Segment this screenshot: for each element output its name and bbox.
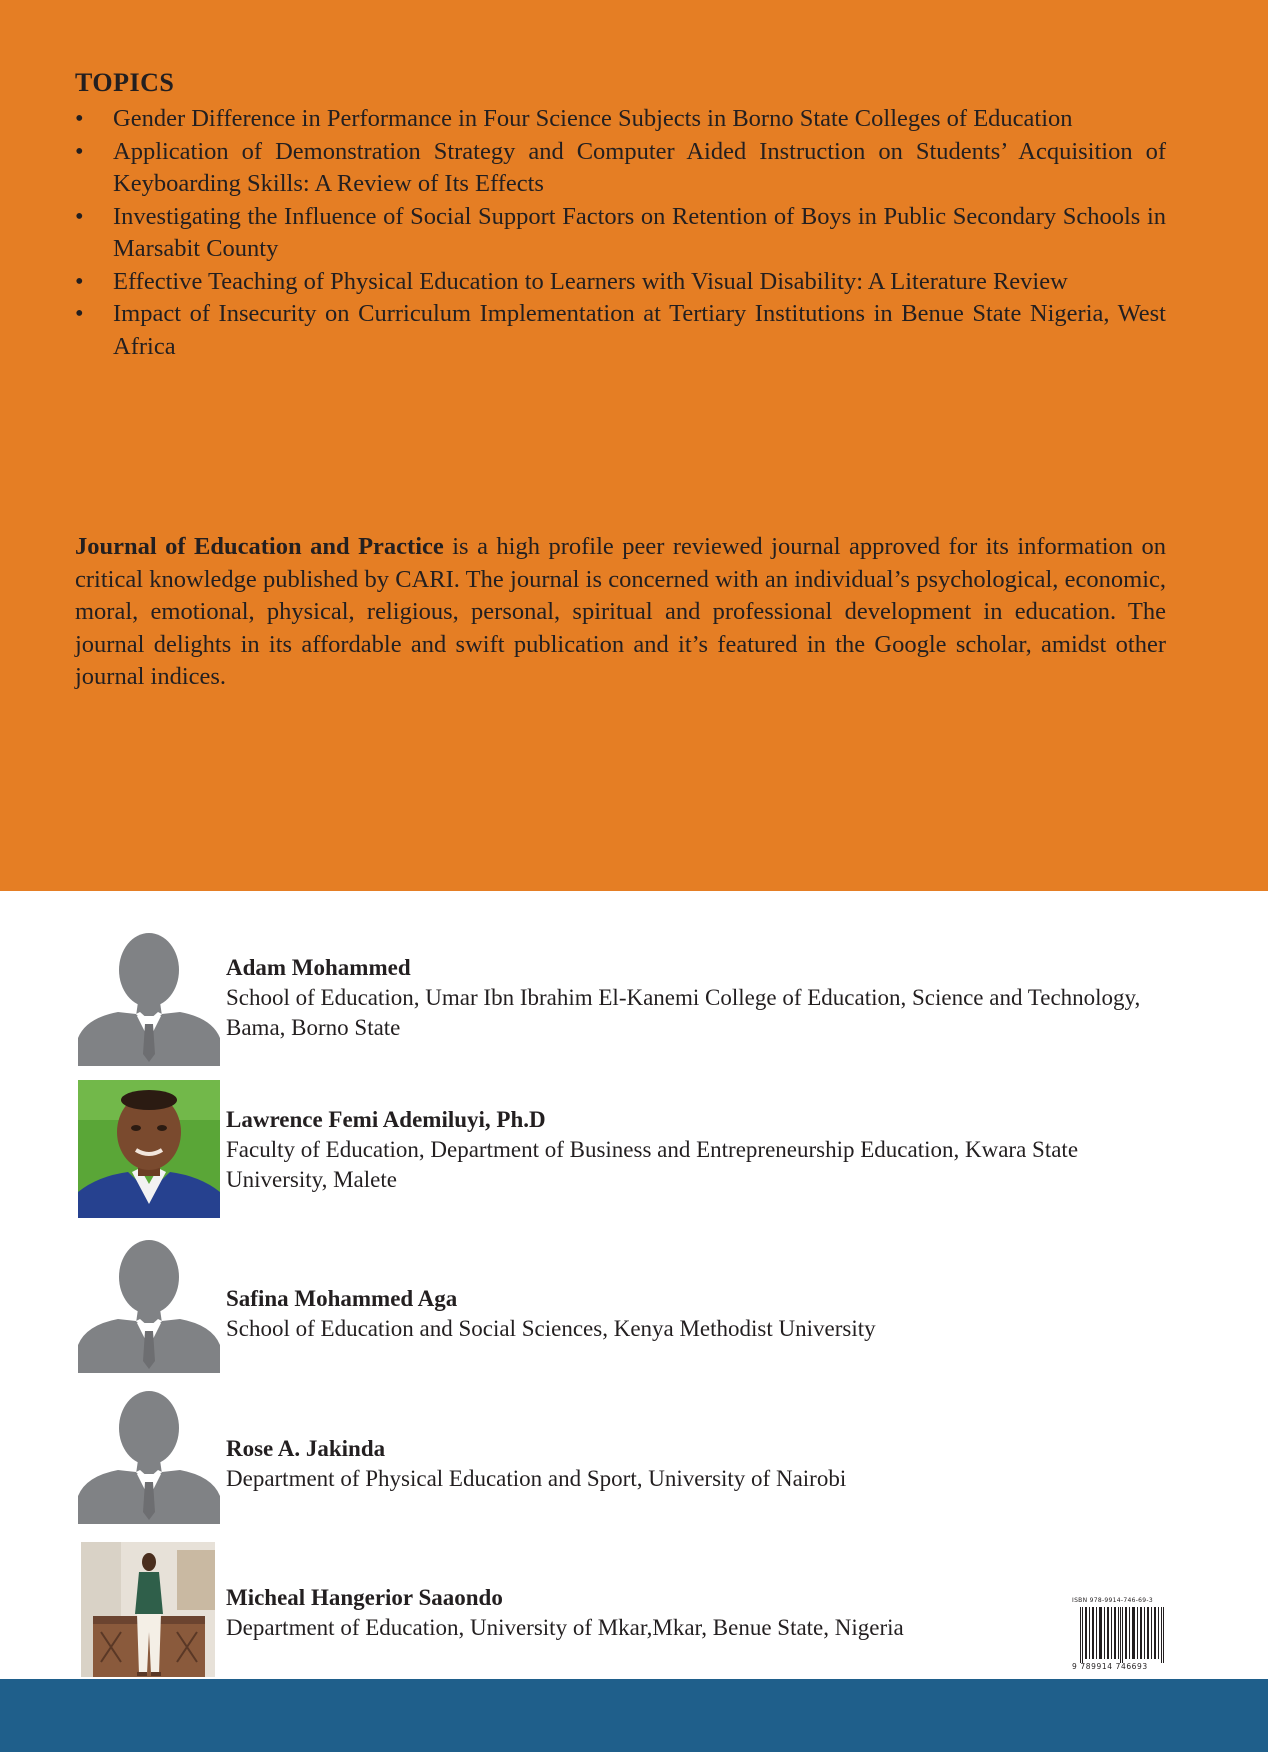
journal-description-text: is a high profile peer reviewed journal approved for its information on critical knowledge published by CARI. The journal is concerned with an individual’s psychological, economic, moral, emotional, physical, religious, personal, spiritual and professional development in education. The journal delights in its affordable and swift publication and it’s featured in the Google scholar, amidst other journal indices.: [75, 533, 1166, 690]
topics-list: [75, 103, 1166, 363]
author-entry: [78, 1542, 1178, 1682]
bullet-icon: •: [75, 267, 84, 295]
journal-name: Journal of Education and Practice: [75, 533, 444, 560]
topic-text: Investigating the Influence of Social Support Factors on Retention of Boys in Public Secondary Schools in Marsabit County: [113, 202, 1166, 262]
author-details: [226, 1284, 1176, 1344]
author-details: [226, 1105, 1176, 1195]
isbn-digits: 9 789914 746693: [1072, 1662, 1148, 1671]
bullet-icon: •: [75, 300, 84, 327]
topic-text: Effective Teaching of Physical Education to Learners with Visual Disability: A Literature Review: [113, 267, 1068, 295]
author-affiliation: Department of Education, University of Mkar,Mkar, Benue State, Nigeria: [226, 1615, 904, 1640]
author-name: Micheal Hangerior Saaondo: [226, 1585, 503, 1610]
cover-bottom-band: [0, 1679, 1268, 1752]
author-details: [226, 1434, 1176, 1494]
author-photo: [78, 1080, 220, 1218]
author-affiliation: Department of Physical Education and Sport, University of Nairobi: [226, 1466, 847, 1491]
topics-heading: TOPICS: [75, 68, 175, 97]
author-name: Lawrence Femi Ademiluyi, Ph.D: [226, 1107, 546, 1132]
author-details: [226, 953, 1176, 1043]
author-entry: [78, 1080, 1178, 1220]
topic-text: Impact of Insecurity on Curriculum Implementation at Tertiary Institutions in Benue State Nigeria, West Africa: [113, 300, 1166, 360]
author-details: [226, 1583, 1176, 1643]
topic-item: [75, 201, 1166, 266]
journal-description: [75, 531, 1166, 694]
isbn-label: ISBN 978-9914-746-69-3: [1072, 1597, 1153, 1604]
bullet-icon: •: [75, 202, 84, 230]
topic-text: Application of Demonstration Strategy and Computer Aided Instruction on Students’ Acquisition of Keyboarding Skills: A Review of Its Effects: [113, 137, 1166, 197]
author-photo: [81, 1542, 215, 1677]
author-silhouette-icon: [78, 928, 220, 1066]
bullet-icon: •: [75, 105, 84, 132]
author-affiliation: Faculty of Education, Department of Business and Entrepreneurship Education, Kwara State University, Malete: [226, 1137, 1079, 1192]
topic-item: [75, 136, 1166, 201]
author-entry: [78, 1386, 1178, 1526]
barcode-icon: [1080, 1607, 1164, 1663]
topic-text: Gender Difference in Performance in Four Science Subjects in Borno State Colleges of Education: [113, 105, 1073, 132]
author-silhouette-icon: [78, 1235, 220, 1373]
author-name: Safina Mohammed Aga: [226, 1286, 458, 1311]
topic-item: [75, 103, 1166, 136]
author-affiliation: School of Education and Social Sciences, Kenya Methodist University: [226, 1316, 876, 1341]
author-entry: [78, 1235, 1178, 1375]
author-silhouette-icon: [78, 1386, 220, 1524]
topic-item: [75, 298, 1166, 363]
author-entry: [78, 928, 1178, 1068]
topic-item: [75, 266, 1166, 299]
isbn-barcode: [1072, 1597, 1168, 1673]
author-affiliation: School of Education, Umar Ibn Ibrahim El-Kanemi College of Education, Science and Technology, Bama, Borno State: [226, 985, 1141, 1040]
author-name: Rose A. Jakinda: [226, 1436, 386, 1461]
bullet-icon: •: [75, 137, 84, 165]
author-name: Adam Mohammed: [226, 955, 411, 980]
